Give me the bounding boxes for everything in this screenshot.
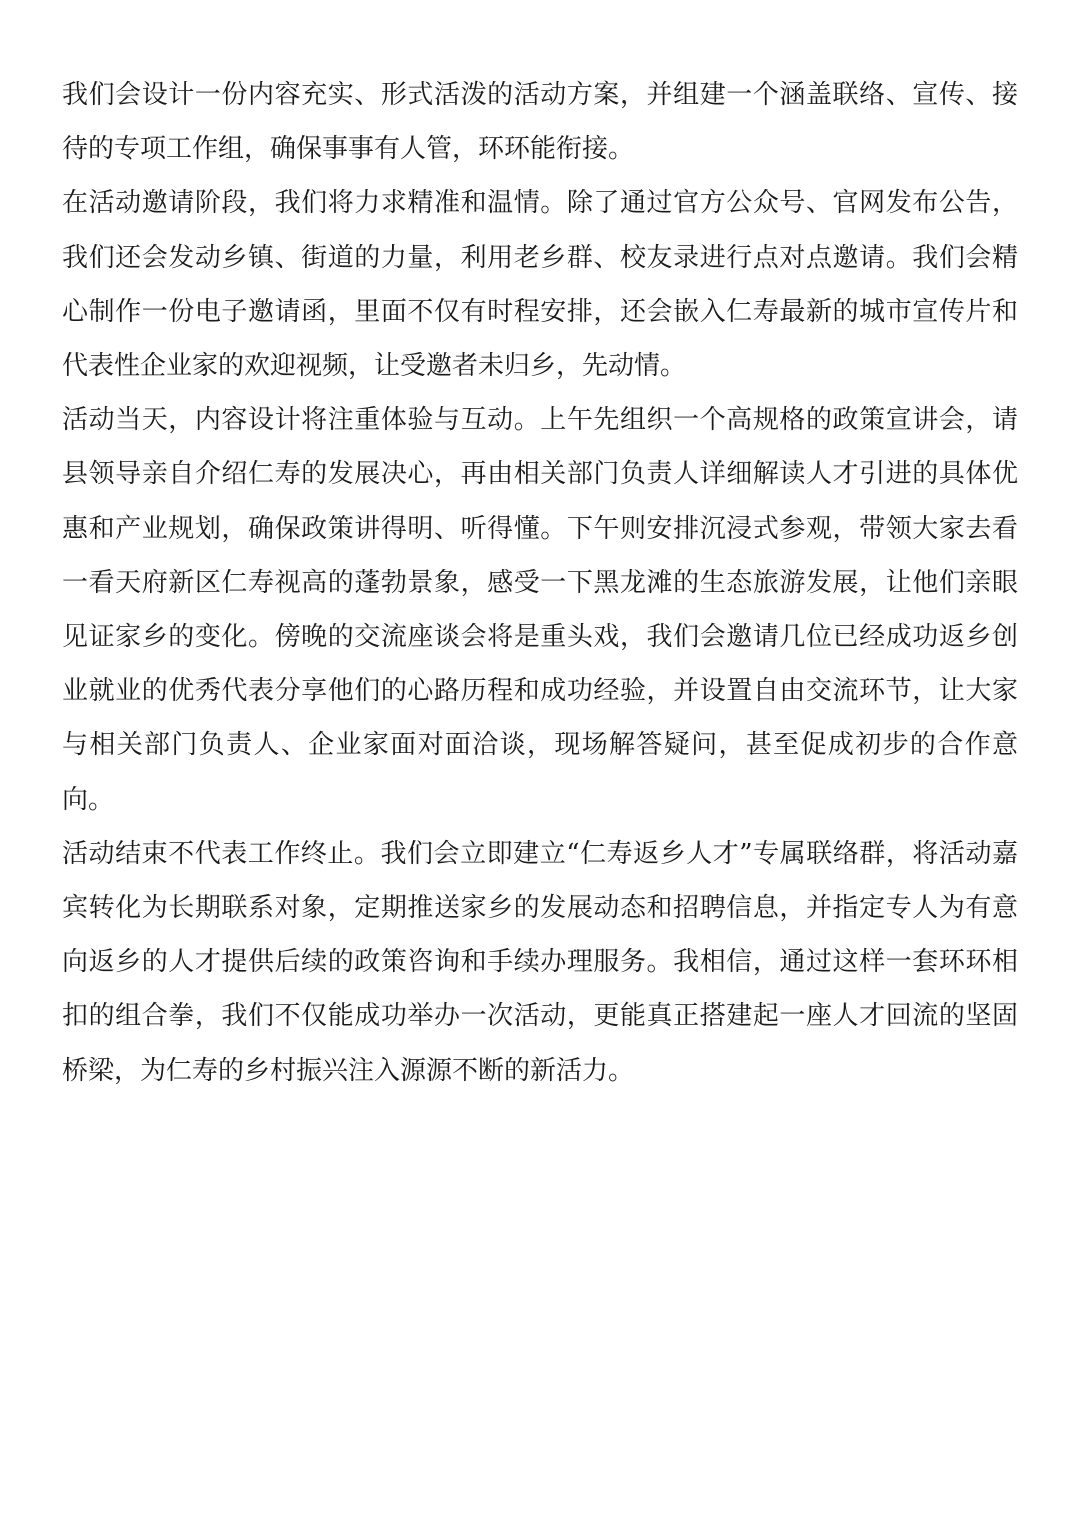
paragraph-follow-up: 活动结束不代表工作终止。我们会立即建立“仁寿返乡人才”专属联络群，将活动嘉宾转化为长期联系对象，定期推送家乡的发展动态和招聘信息，并指定专人为有意向返乡的人才提供后续的政策咨询和手续办理服务。我相信，通过这样一套环环相扣的组合拳，我们不仅能成功举办一次活动，更能真正搭建起一座人才回流的坚固桥梁，为仁寿的乡村振兴注入源源不断的新活力。 [62, 838, 1018, 1086]
paragraph-invitation-stage: 在活动邀请阶段，我们将力求精准和温情。除了通过官方公众号、官网发布公告，我们还会发动乡镇、街道的力量，利用老乡群、校友录进行点对点邀请。我们会精心制作一份电子邀请函，里面不仅有时程安排，还会嵌入仁寿最新的城市宣传片和代表性企业家的欢迎视频，让受邀者未归乡，先动情。 [62, 188, 1018, 382]
paragraph-event-day: 活动当天，内容设计将注重体验与互动。上午先组织一个高规格的政策宣讲会，请县领导亲自介绍仁寿的发展决心，再由相关部门负责人详细解读人才引进的具体优惠和产业规划，确保政策讲得明、听得懂。下午则安排沉浸式参观，带领大家去看一看天府新区仁寿视高的蓬勃景象，感受一下黑龙滩的生态旅游发展，让他们亲眼见证家乡的变化。傍晚的交流座谈会将是重头戏，我们会邀请几位已经成功返乡创业就业的优秀代表分享他们的心路历程和成功经验，并设置自由交流环节，让大家与相关部门负责人、企业家面对面洽谈，现场解答疑问，甚至促成初步的合作意向。 [62, 405, 1018, 815]
paragraph-activity-plan: 我们会设计一份内容充实、形式活泼的活动方案，并组建一个涵盖联络、宣传、接待的专项工作组，确保事事有人管，环环能衔接。 [62, 80, 1018, 165]
document-body [62, 68, 1018, 1098]
